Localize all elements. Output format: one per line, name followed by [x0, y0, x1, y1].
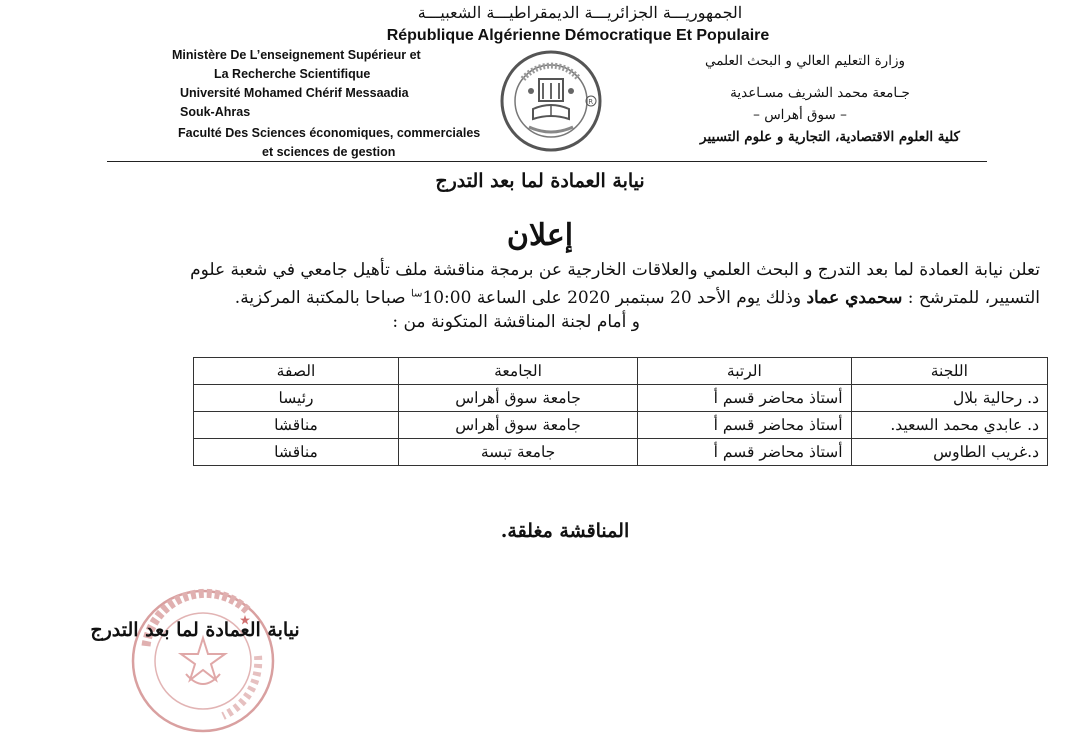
faculty-ar: كلية العلوم الاقتصادية، التجارية و علوم التسيير [700, 129, 960, 145]
svg-text:R: R [588, 98, 594, 106]
table-row [194, 439, 1048, 466]
jury-member-role: رئيسا [194, 385, 399, 412]
fr-line-city: Souk-Ahras [180, 105, 251, 119]
announcement-title: إعلان [506, 218, 574, 253]
jury-member-name: د. عابدي محمد السعيد. [851, 412, 1047, 439]
fr-line-ministry: Ministère De L’enseignement Supérieur et [172, 48, 421, 62]
body-line-2 [235, 288, 1040, 308]
jury-table [193, 357, 1048, 466]
registered-mark-icon [585, 92, 597, 104]
city-ar: – سوق أهراس – [753, 107, 847, 123]
col-header-role: الصفة [194, 358, 399, 385]
table-header-row [194, 358, 1048, 385]
signature-office: نيابة العمادة لما بعد التدرج [90, 619, 300, 641]
defense-closed-note: المناقشة مغلقة. [500, 520, 630, 542]
university-ar: جـامعة محمد الشريف مسـاعدية [730, 85, 910, 101]
col-header-jury: اللجنة [851, 358, 1047, 385]
table-row [194, 412, 1048, 439]
jury-member-university: جامعة سوق أهراس [398, 385, 637, 412]
ministry-ar: وزارة التعليم العالي و البحث العلمي [704, 53, 905, 69]
jury-member-rank: أستاذ محاضر قسم أ [638, 412, 852, 439]
fr-line-university: Université Mohamed Chérif Messaadia [180, 86, 409, 100]
fr-line-faculty-2: et sciences de gestion [262, 145, 396, 159]
ministry-fr [168, 46, 438, 122]
jury-member-rank: أستاذ محاضر قسم أ [638, 439, 852, 466]
header-divider [107, 161, 987, 162]
body-line-2-end: صباحا بالمكتبة المركزية. [234, 288, 406, 308]
jury-member-name: د.غريب الطاوس [851, 439, 1047, 466]
jury-member-role: مناقشا [194, 439, 399, 466]
jury-member-name: د. رحالية بلال [851, 385, 1047, 412]
jury-member-rank: أستاذ محاضر قسم أ [638, 385, 852, 412]
candidate-name: سحمدي عماد [806, 288, 903, 308]
body-line-2-date: وذلك يوم الأحد 20 سبتمبر 2020 على الساعة [476, 288, 802, 308]
col-header-university: الجامعة [398, 358, 637, 385]
republic-title-ar: الجمهوريـــة الجزائريـــة الديمقراطيـــة الشعبيـــة [417, 3, 743, 22]
table-row [194, 385, 1048, 412]
body-line-3: و أمام لجنة المناقشة المتكونة من : [392, 312, 640, 332]
time-unit: سا [410, 288, 423, 300]
jury-member-role: مناقشا [194, 412, 399, 439]
body-line-2-start: التسيير، للمترشح : [907, 288, 1040, 308]
col-header-rank: الرتبة [638, 358, 852, 385]
faculty-fr [178, 124, 498, 162]
fr-line-research: La Recherche Scientifique [214, 67, 371, 81]
section-title: نيابة العمادة لما بعد التدرج [435, 170, 645, 192]
republic-title-fr: République Algérienne Démocratique Et Populaire [386, 27, 770, 44]
jury-member-university: جامعة سوق أهراس [398, 412, 637, 439]
body-line-1: تعلن نيابة العمادة لما بعد التدرج و البحث العلمي والعلاقات الخارجية عن برمجة مناقشة ملف تأهيل جامعي في شعبة علوم [190, 260, 1040, 280]
fr-line-faculty: Faculté Des Sciences économiques, commerciales [178, 126, 481, 140]
jury-member-university: جامعة تبسة [398, 439, 637, 466]
defense-time: 10:00 [422, 288, 472, 308]
official-stamp [128, 586, 278, 736]
